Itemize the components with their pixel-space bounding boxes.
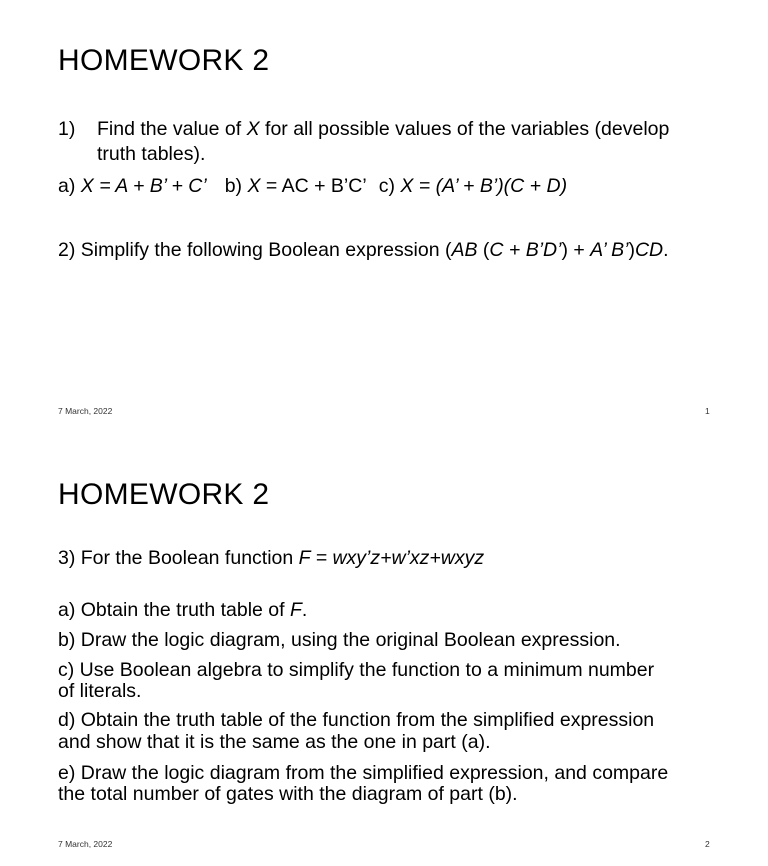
q1-text-a: Find the value of	[97, 118, 247, 140]
question-2	[58, 239, 669, 262]
question-1-parts	[58, 175, 567, 198]
item-c-line-1: c) Use Boolean algebra to simplify the function to a minimum number	[58, 659, 655, 681]
footer-page-number: 1	[705, 406, 710, 416]
slide-title: HOMEWORK 2	[58, 44, 270, 77]
footer-date: 7 March, 2022	[58, 839, 113, 849]
q2-expr-2: C + B’D’	[489, 239, 562, 261]
q2-text-c: ) +	[561, 239, 591, 261]
part-c-x: X	[400, 175, 414, 197]
item-e-line-1: e) Draw the logic diagram from the simplified expression, and compare	[58, 762, 669, 784]
item-c-line-2: of literals.	[58, 680, 142, 702]
item-a-end: .	[301, 599, 308, 621]
q2-expr-1: AB	[451, 239, 478, 261]
item-d-line-1: d) Obtain the truth table of the function from the simplified expression	[58, 709, 655, 731]
question-1-line-1	[97, 118, 669, 141]
part-c-label: c)	[378, 175, 401, 197]
question-3	[58, 547, 484, 570]
q1-text-b: for all possible values of the variables (develop	[259, 118, 670, 140]
question-1-number: 1)	[58, 118, 76, 140]
footer-date: 7 March, 2022	[58, 406, 113, 416]
q2-expr-3: A’ B’	[590, 239, 629, 261]
q2-text-a: 2) Simplify the following Boolean expression (	[58, 239, 452, 261]
item-a-variable: F	[289, 599, 302, 621]
item-d-line-2: and show that it is the same as the one in part (a).	[58, 731, 491, 753]
part-b-x: X	[247, 175, 261, 197]
part-b-expression: = AC + B’C’	[260, 175, 367, 197]
q3-function: F = wxy’z+w’xz+wxyz	[298, 547, 485, 569]
footer-page-number: 2	[705, 839, 710, 849]
part-a-label: a)	[58, 175, 81, 197]
part-b-label: b)	[224, 175, 248, 197]
part-a-expression: X = A + B’ + C’	[80, 175, 207, 197]
q2-text-d: )	[628, 239, 635, 261]
q2-text-e: .	[663, 239, 669, 261]
item-a	[58, 599, 307, 622]
part-c-expression: = (A’ + B’)(C + D)	[413, 175, 568, 197]
slide-2	[0, 433, 768, 866]
q1-variable-x: X	[246, 118, 260, 140]
slide-title: HOMEWORK 2	[58, 478, 270, 511]
item-b: b) Draw the logic diagram, using the original Boolean expression.	[58, 629, 621, 651]
item-a-text: a) Obtain the truth table of	[58, 599, 290, 621]
q3-text: 3) For the Boolean function	[58, 547, 299, 569]
question-1-line-2: truth tables).	[97, 143, 206, 165]
q2-expr-4: CD	[634, 239, 664, 261]
item-e-line-2: the total number of gates with the diagram of part (b).	[58, 783, 518, 805]
q2-text-b: (	[477, 239, 490, 261]
